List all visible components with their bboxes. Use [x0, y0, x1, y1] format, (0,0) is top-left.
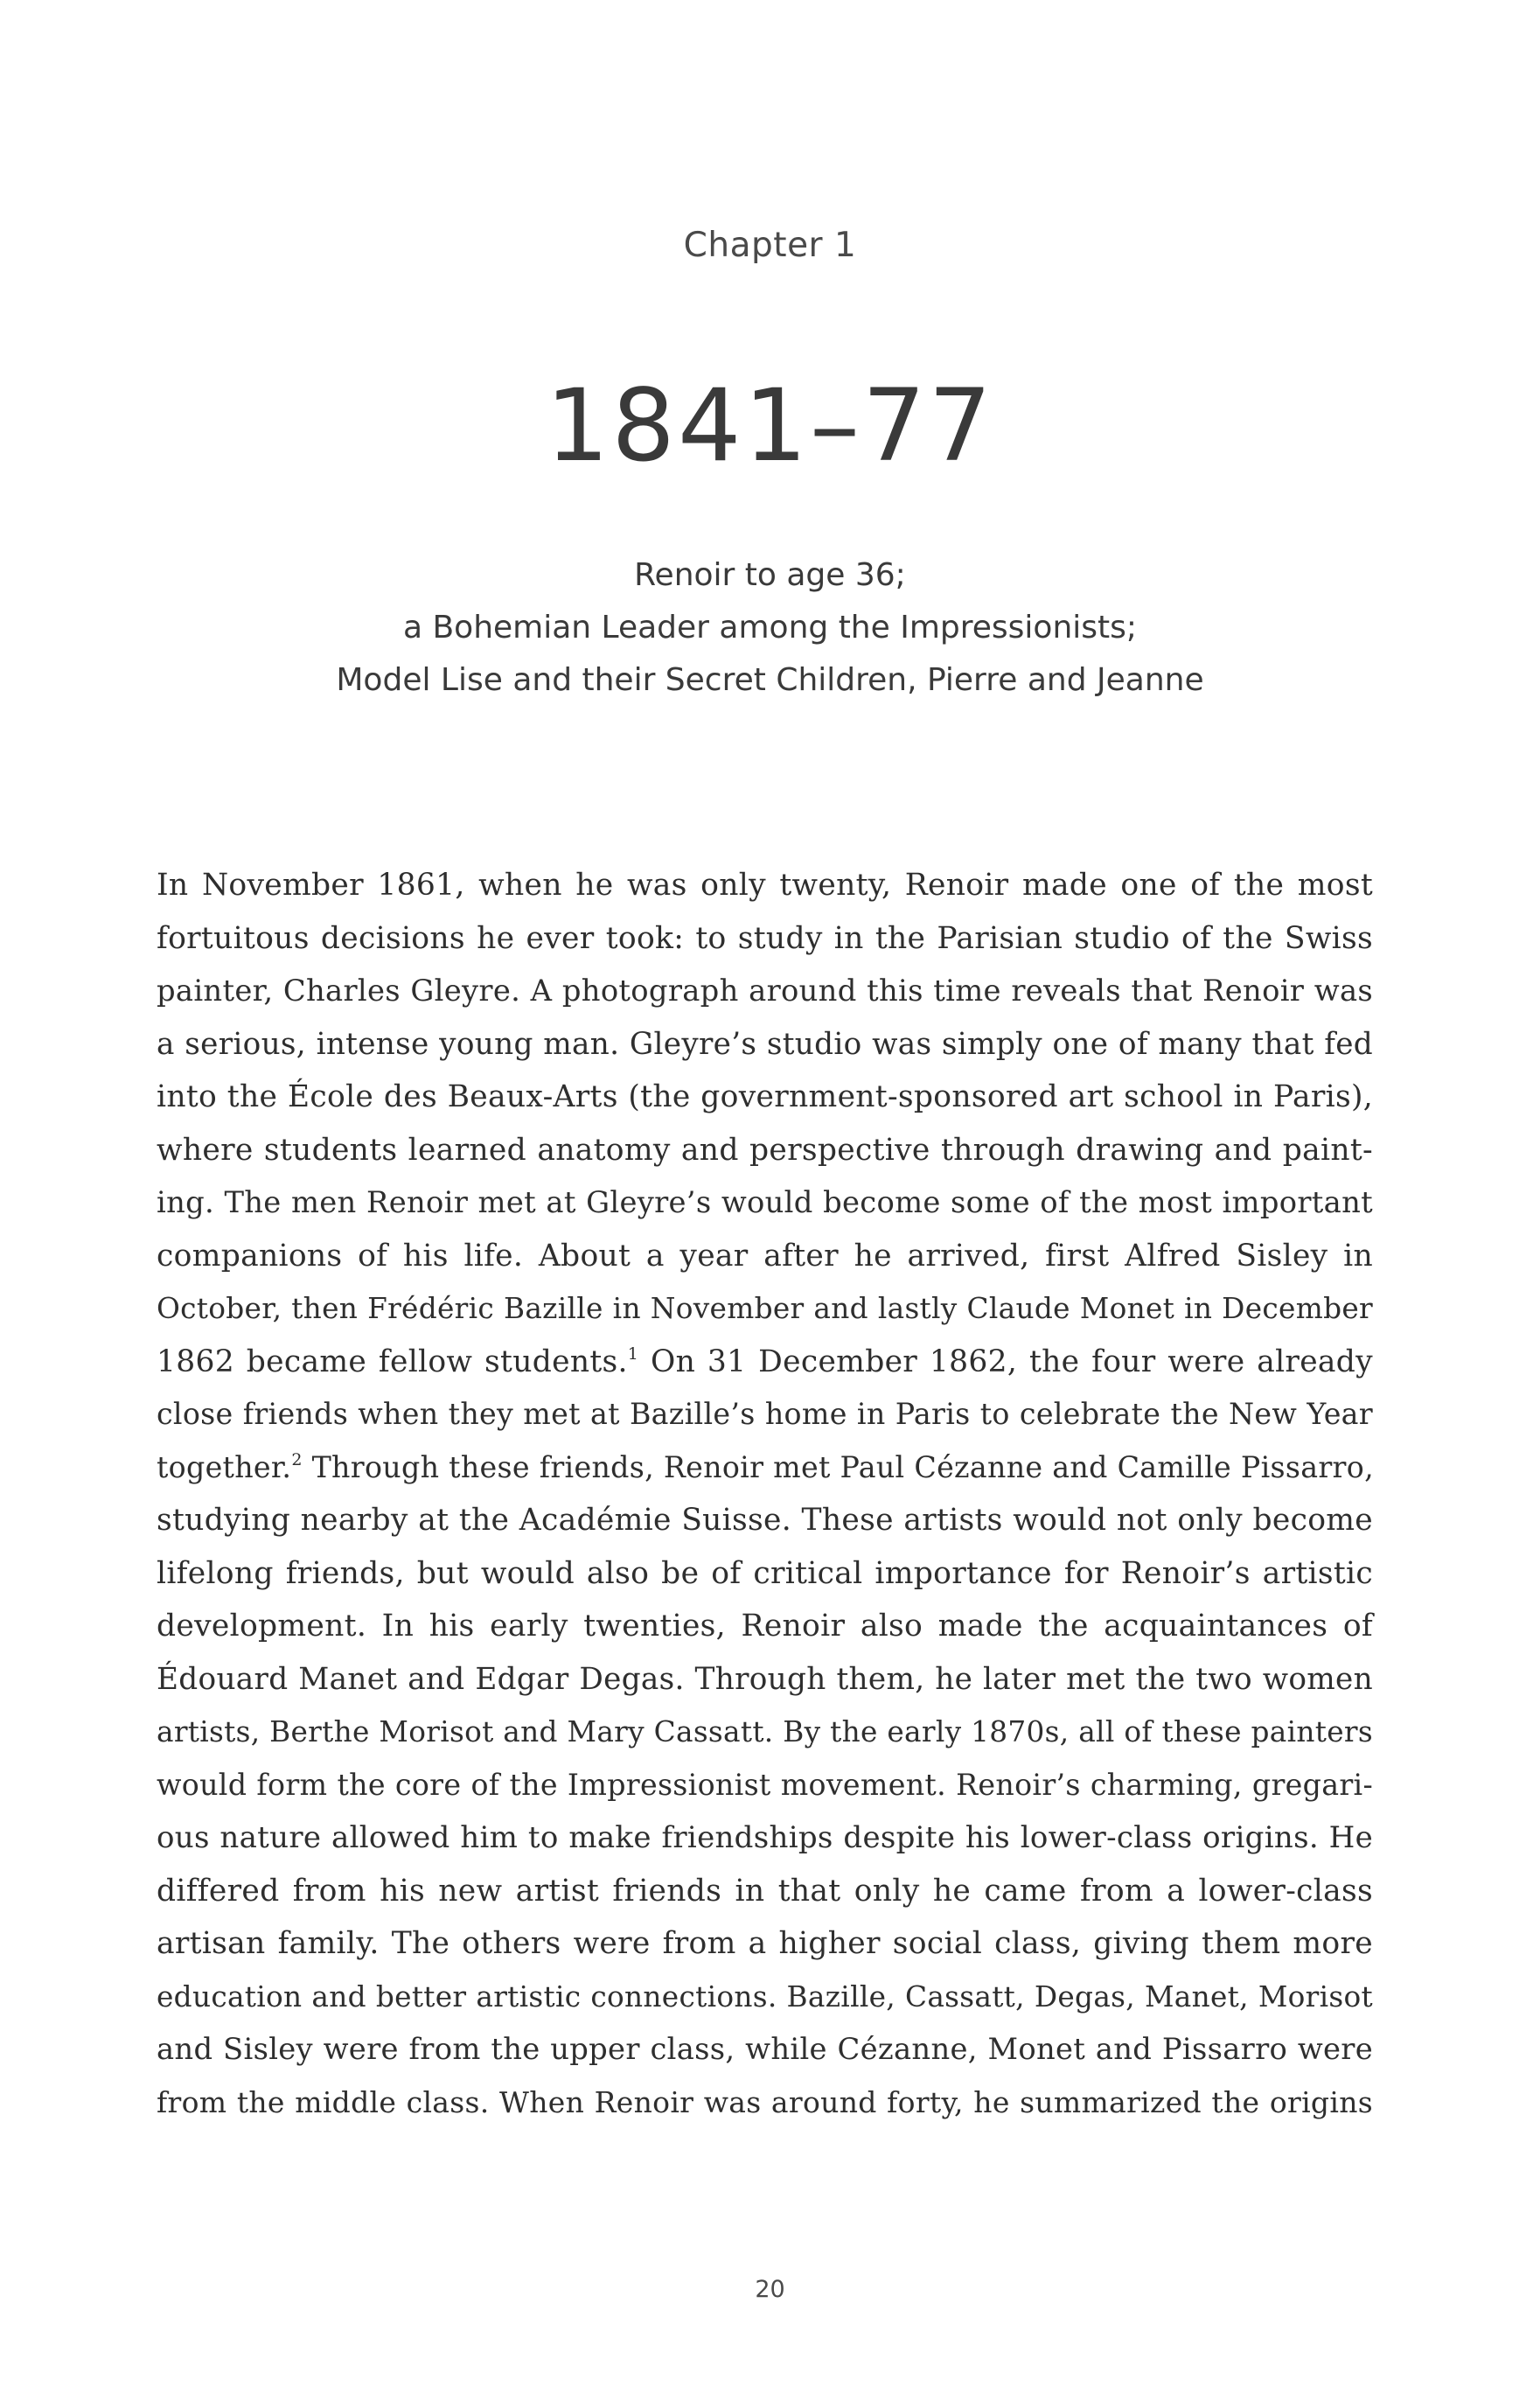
text-line: ous nature allowed him to make friendships despite his lower-class origins. He	[157, 1820, 1373, 1855]
text-line: into the École des Beaux-Arts (the government-sponsored art school in Paris),	[157, 1079, 1373, 1114]
chapter-label: Chapter 1	[683, 226, 857, 265]
text-segment: together.	[157, 1449, 292, 1484]
text-line: a serious, intense young man. Gleyre’s studio was simply one of many that fed	[157, 1026, 1373, 1062]
text-line: companions of his life. About a year after he arrived, first Alfred Sisley in	[157, 1238, 1373, 1274]
text-line: lifelong friends, but would also be of critical importance for Renoir’s artistic	[157, 1555, 1373, 1591]
subtitle-line: Renoir to age 36;	[634, 557, 906, 593]
text-line: and Sisley were from the upper class, while Cézanne, Monet and Pissarro were	[157, 2032, 1373, 2066]
text-segment: Through these friends, Renoir met Paul Cézanne and Camille Pissarro,	[311, 1449, 1374, 1484]
text-line: close friends when they met at Bazille’s home in Paris to celebrate the New Year	[157, 1397, 1373, 1431]
footnote-marker[interactable]: 2	[291, 1449, 303, 1469]
text-line: studying nearby at the Académie Suisse. These artists would not only become	[157, 1503, 1373, 1538]
chapter-title: 1841–77	[545, 367, 995, 484]
text-line: October, then Frédéric Bazille in November and lastly Claude Monet in December	[157, 1292, 1373, 1325]
text-line: Édouard Manet and Edgar Degas. Through them, he later met the two women	[157, 1661, 1373, 1697]
text-line-with-footnotes	[157, 1441, 1373, 1495]
text-segment: 1862 became fellow students.	[157, 1344, 628, 1379]
text-line: would form the core of the Impressionist movement. Renoir’s charming, gregari-	[157, 1767, 1373, 1802]
text-line: from the middle class. When Renoir was around forty, he summarized the origins	[157, 2084, 1373, 2119]
text-line: painter, Charles Gleyre. A photograph around this time reveals that Renoir was	[157, 974, 1373, 1008]
text-line: differed from his new artist friends in that only he came from a lower-class	[157, 1873, 1373, 1909]
subtitle-line: a Bohemian Leader among the Impressionists;	[402, 610, 1138, 646]
text-line: ing. The men Renoir met at Gleyre’s would become some of the most important	[157, 1185, 1373, 1219]
text-segment: On 31 December 1862, the four were already	[650, 1344, 1373, 1379]
text-line: development. In his early twenties, Renoir also made the acquaintances of	[157, 1609, 1373, 1644]
chapter-subtitle	[0, 549, 1540, 707]
text-line: In November 1861, when he was only twenty, Renoir made one of the most	[157, 868, 1373, 903]
text-line: artisan family. The others were from a higher social class, giving them more	[157, 1926, 1373, 1961]
page-number: 20	[755, 2276, 785, 2303]
text-line: artists, Berthe Morisot and Mary Cassatt. By the early 1870s, all of these painters	[157, 1715, 1373, 1748]
text-line: fortuitous decisions he ever took: to study in the Parisian studio of the Swiss	[157, 920, 1373, 956]
text-line: education and better artistic connections. Bazille, Cassatt, Degas, Manet, Morisot	[157, 1979, 1373, 2014]
text-line: where students learned anatomy and perspective through drawing and paint-	[157, 1132, 1373, 1168]
body-paragraph	[157, 859, 1373, 2129]
text-line-with-footnotes	[157, 1336, 1373, 1389]
footnote-marker[interactable]: 1	[627, 1344, 639, 1364]
subtitle-line: Model Lise and their Secret Children, Pierre and Jeanne	[336, 662, 1204, 698]
